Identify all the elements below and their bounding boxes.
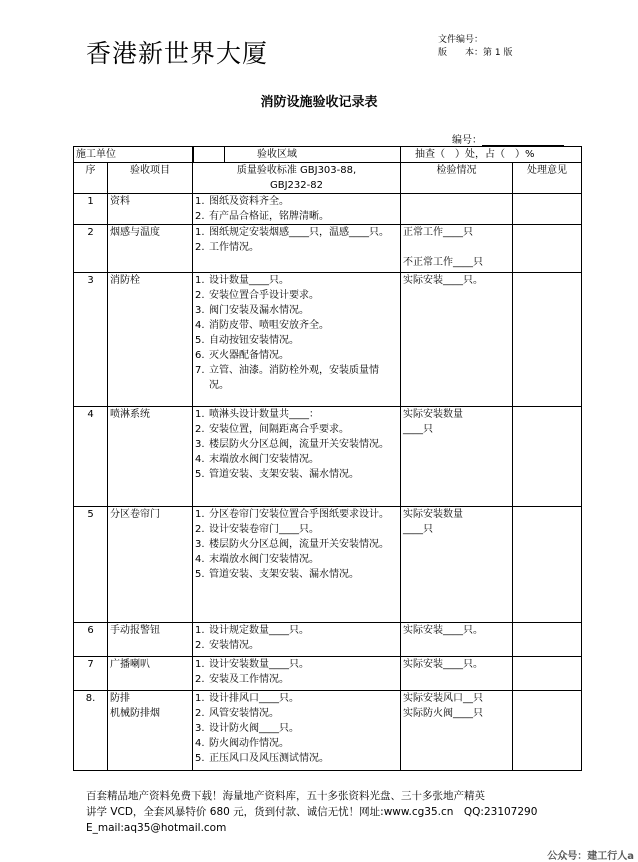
standard-item-text: 图纸及资料齐全。 [209,196,289,207]
standard-item-number: 1. [195,275,205,286]
table-row [74,691,582,771]
row-standards [193,194,401,225]
standard-item-number: 2. [195,424,205,435]
standard-item [195,657,398,672]
footer-line-2: 讲学 VCD，全套风暴特价 680 元，货到付款、诚信无忧！网址:www.cg35.cn QQ:23107290 [86,806,538,818]
info-row [74,147,582,163]
standard-item-text: 安装情况。 [209,640,259,651]
row-opinion [513,194,582,225]
standard-item-text: 设计安装数量____只。 [209,659,309,670]
row-number: 8. [74,691,108,771]
row-standards [193,507,401,623]
standard-item [195,288,398,303]
inspection-table [73,146,582,771]
serial-blank [482,135,564,146]
standard-item-number: 2. [195,640,205,651]
standard-item-text: 设计排风口____只。 [209,693,299,704]
unit-label: 施工单位 [76,149,116,160]
col-header-no: 序 [74,163,108,194]
footer [86,788,537,836]
table-row [74,407,582,507]
row-inspection [401,623,513,657]
standard-item-text: 安装位置合乎设计要求。 [209,290,319,301]
inspection-line: 实际防火阀____只 [403,708,483,719]
row-opinion [513,507,582,623]
standard-item-number: 2. [195,674,205,685]
inspection-line: 实际安装____只。 [403,625,483,636]
row-standards [193,657,401,691]
inspection-line: ____只 [403,524,433,535]
version-label: 版 本：第 1 版 [438,48,513,58]
standard-item [195,567,398,582]
header-row [74,163,582,194]
row-inspection [401,273,513,407]
standard-item-number: 1. [195,659,205,670]
row-opinion [513,225,582,273]
standard-item-text: 消防皮带、喷咀安放齐全。 [209,320,329,331]
footer-line-1: 百套精品地产资料免费下载！海量地产资料库，五十多张资料光盘、三十多张地产精英 [86,790,485,802]
standard-item-number: 4. [195,554,205,565]
col-header-opinion: 处理意见 [513,163,582,194]
file-number-label: 文件编号： [438,35,484,45]
standard-item-number: 5. [195,753,205,764]
standard-item-text: 正压风口及风压测试情况。 [209,753,329,764]
standard-item-text: 喷淋头设计数量共____： [209,409,319,420]
table-row [74,657,582,691]
table-row [74,623,582,657]
standard-item-number: 2. [195,211,205,222]
standard-item [195,552,398,567]
standard-item-text: 灭火器配备情况。 [209,350,289,361]
row-project: 喷淋系统 [108,407,193,507]
standard-item [195,721,398,736]
standard-item [195,691,398,706]
row-project: 资料 [108,194,193,225]
standard-item [195,507,398,522]
row-project: 防排 机械防排烟 [108,691,193,771]
row-project: 广播喇叭 [108,657,193,691]
standard-item-text: 楼层防火分区总阀，流量开关安装情况。 [209,539,389,550]
standard-item [195,194,398,209]
standard-item-number: 3. [195,439,205,450]
row-inspection [401,507,513,623]
inspection-line: 实际安装数量 [403,509,463,520]
inspection-line: ____只 [403,424,433,435]
standard-item-number: 4. [195,738,205,749]
row-project: 消防栓 [108,273,193,407]
row-standards [193,273,401,407]
row-inspection [401,194,513,225]
row-opinion [513,407,582,507]
area-cell [193,147,401,163]
standard-item-number: 3. [195,305,205,316]
row-standards [193,623,401,657]
standard-item [195,706,398,721]
inspection-line: 实际安装数量 [403,409,463,420]
row-inspection [401,691,513,771]
standard-item [195,273,398,288]
row-number: 6 [74,623,108,657]
row-number: 3 [74,273,108,407]
standard-item-text: 安装及工作情况。 [209,674,289,685]
row-opinion [513,623,582,657]
row-project: 手动报警钮 [108,623,193,657]
standard-item-number: 2. [195,242,205,253]
table-row [74,273,582,407]
standard-item [195,225,398,240]
table-row [74,507,582,623]
sample-cell [401,147,582,163]
row-standards [193,407,401,507]
row-inspection [401,657,513,691]
standard-item-text: 工作情况。 [209,242,259,253]
inspection-line: 不正常工作____只 [403,257,483,268]
unit-cell [74,147,193,163]
standard-item [195,437,398,452]
standard-item-number: 1. [195,227,205,238]
standard-item-text: 立管、油漆。消防栓外观，安装质量情况。 [209,365,379,391]
standard-item [195,209,398,224]
standard-item-number: 3. [195,539,205,550]
inspection-line: 正常工作____只 [403,227,473,238]
inspection-line: 实际安装____只。 [403,275,483,286]
standard-item-text: 安装位置，间隔距离合乎要求。 [209,424,349,435]
row-standards [193,691,401,771]
standard-item-text: 设计规定数量____只。 [209,625,309,636]
standard-item-number: 1. [195,196,205,207]
standard-item-text: 阀门安装及漏水情况。 [209,305,309,316]
standard-item [195,240,398,255]
company-name: 香港新世界大厦 [86,39,269,68]
standard-item-text: 有产品合格证，铭牌清晰。 [209,211,329,222]
standard-item-number: 5. [195,569,205,580]
standard-item-number: 5. [195,335,205,346]
serial-label: 编号： [452,135,482,146]
col-header-standard: 质量验收标准 GBJ303-88, GBJ232-82 [193,163,401,194]
standard-item-text: 设计安装卷帘门____只。 [209,524,319,535]
standard-item [195,363,398,393]
row-opinion [513,273,582,407]
col-header-inspection: 检验情况 [401,163,513,194]
standard-item-text: 设计防火阀____只。 [209,723,299,734]
standard-item-text: 楼层防火分区总阀，流量开关安装情况。 [209,439,389,450]
standard-item [195,672,398,687]
standard-item-number: 1. [195,625,205,636]
inspection-line: 实际安装风口__只 [403,693,483,704]
serial-number [452,131,564,146]
standard-item-number: 5. [195,469,205,480]
standard-item-number: 4. [195,320,205,331]
row-opinion [513,657,582,691]
standard-item [195,348,398,363]
standard-item [195,623,398,638]
standard-item [195,736,398,751]
standard-item [195,407,398,422]
standard-item [195,467,398,482]
standard-item-number: 7. [195,365,205,376]
standard-item-text: 管道安装、支架安装、漏水情况。 [209,469,359,480]
standard-item-text: 设计数量____只。 [209,275,289,286]
standard-item [195,751,398,766]
row-number: 7 [74,657,108,691]
file-info [438,34,512,60]
standard-item-text: 分区卷帘门安装位置合乎图纸要求设计。 [209,509,389,520]
sample-text: 抽查（ ）处，占（ ）% [415,149,535,160]
standard-item-number: 4. [195,454,205,465]
watermark-text: 公众号：建工行人a [547,851,634,862]
standard-item-number: 2. [195,524,205,535]
standard-item-text: 自动按钮安装情况。 [209,335,299,346]
standard-item-text: 防火阀动作情况。 [209,738,289,749]
row-number: 1 [74,194,108,225]
standard-item [195,333,398,348]
standard-item-text: 末端放水阀门安装情况。 [209,554,319,565]
standard-item [195,303,398,318]
table-row [74,225,582,273]
row-number: 5 [74,507,108,623]
footer-line-3: E_mail:aq35@hotmail.com [86,822,227,834]
row-inspection [401,407,513,507]
standard-item-number: 1. [195,409,205,420]
standard-item [195,522,398,537]
standard-item [195,452,398,467]
standard-item-number: 2. [195,290,205,301]
page-title: 消防设施验收记录表 [260,95,378,110]
standard-item [195,537,398,552]
area-label: 验收区域 [257,149,297,160]
standard-item-number: 2. [195,708,205,719]
row-project: 烟感与温度 [108,225,193,273]
row-project: 分区卷帘门 [108,507,193,623]
standard-item-number: 1. [195,509,205,520]
standard-item [195,318,398,333]
standard-item-number: 3. [195,723,205,734]
row-number: 4 [74,407,108,507]
standard-item-number: 1. [195,693,205,704]
standard-item-text: 图纸规定安装烟感____只，温感____只。 [209,227,389,238]
row-standards [193,225,401,273]
inspection-line: 实际安装____只。 [403,659,483,670]
standard-item [195,638,398,653]
row-number: 2 [74,225,108,273]
row-opinion [513,691,582,771]
standard-item-text: 末端放水阀门安装情况。 [209,454,319,465]
table-row [74,194,582,225]
standard-item-number: 6. [195,350,205,361]
col-header-project: 验收项目 [108,163,193,194]
row-inspection [401,225,513,273]
standard-item-text: 管道安装、支架安装、漏水情况。 [209,569,359,580]
standard-item-text: 风管安装情况。 [209,708,279,719]
standard-item [195,422,398,437]
